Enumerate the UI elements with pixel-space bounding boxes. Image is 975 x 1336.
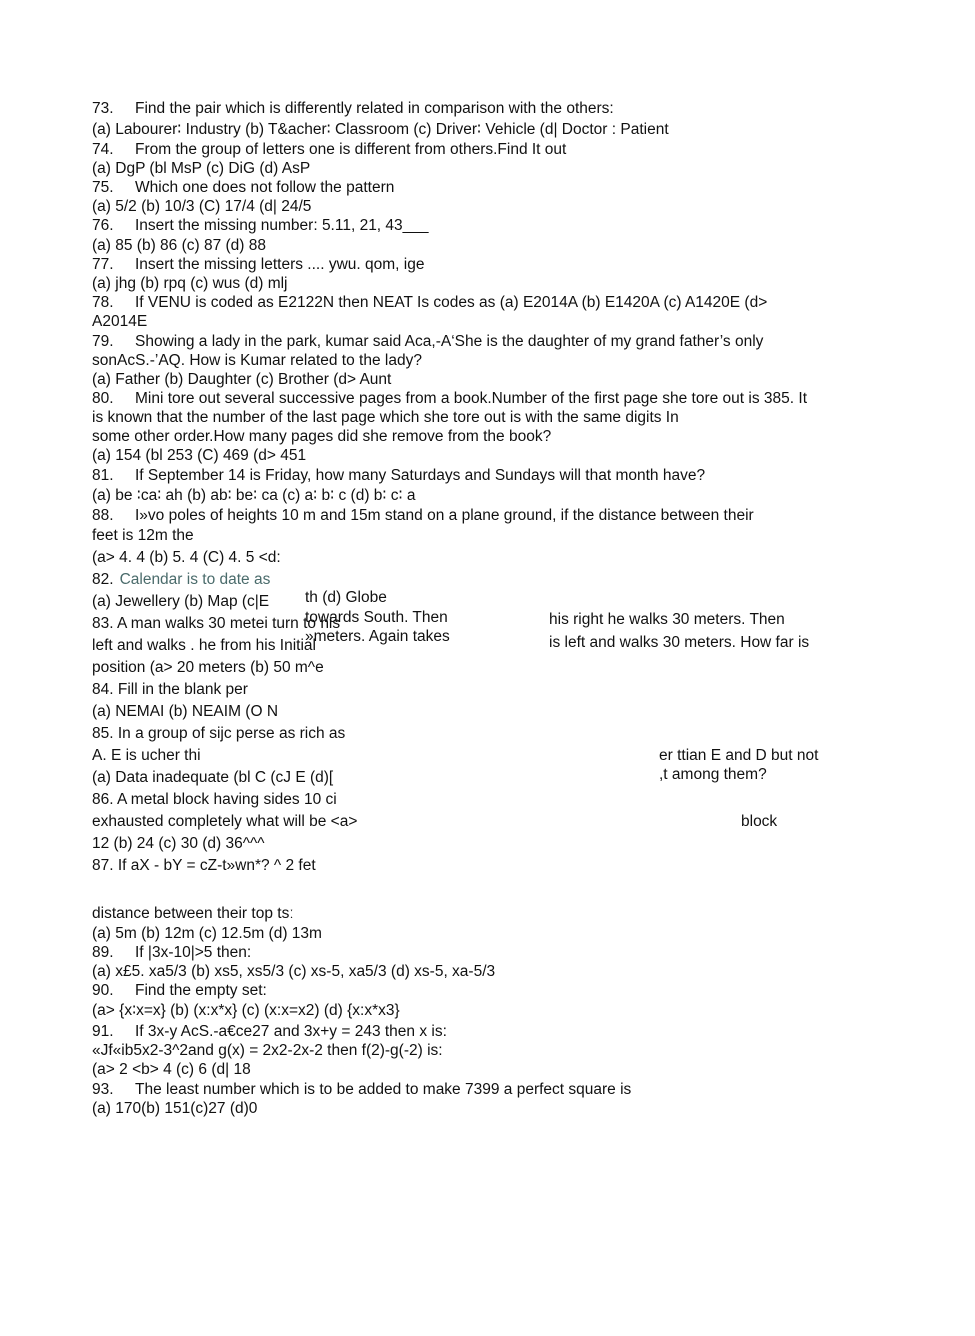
question-text: If September 14 is Friday, how many Saturdays and Sundays will that month have? — [135, 467, 706, 484]
question-text: If |3x-10|>5 then: — [135, 944, 252, 961]
question-number: 78. — [92, 294, 114, 311]
question-83: 83. A man walks 30 metei turn to his — [92, 615, 341, 632]
question-82-options-fragment: th (d) Globe — [305, 589, 387, 606]
question-93-options: (a) 170(b) 151(c)27 (d)0 — [92, 1100, 258, 1117]
question-79-options: (a) Father (b) Daughter (c) Brother (d> Aunt — [92, 371, 392, 388]
question-number: 77. — [92, 256, 114, 273]
question-text: Find the empty set: — [135, 982, 267, 999]
question-text: Insert the missing letters .... ywu. qom, ige — [135, 256, 425, 273]
question-88 — [92, 506, 754, 525]
question-81-options: (a) be ∶ca∶ ah (b) ab∶ be∶ ca (c) a∶ b∶ c (d) b∶ c∶ a — [92, 487, 416, 504]
question-90-options: (a> {x∶x=x} (b) (x:x*x} (c) (x:x=x2) (d) {x:x*x3} — [92, 1002, 400, 1019]
question-82-options: (a) Jewellery (b) Map (c|E — [92, 593, 270, 610]
question-79-continued: sonAcS.-’AQ. How is Kumar related to the lady? — [92, 352, 422, 369]
question-number: 93. — [92, 1081, 114, 1098]
question-83-fragment-right-2: is left and walks 30 meters. How far is — [549, 634, 810, 651]
question-86-options: 12 (b) 24 (c) 30 (d) 36^^^ — [92, 835, 265, 852]
question-73 — [92, 99, 614, 118]
question-number: 79. — [92, 333, 114, 350]
question-85: 85. In a group of sijc perse as rich as — [92, 725, 346, 742]
question-73-options: (a) Labourer∶ Industry (b) T&acher∶ Classroom (c) Driver∶ Vehicle (d| Doctor : Patient — [92, 121, 669, 138]
question-number: 73. — [92, 100, 114, 117]
question-93 — [92, 1080, 631, 1099]
question-84: 84. Fill in the blank per — [92, 681, 248, 698]
question-text: Calendar is to date as — [119, 571, 271, 588]
question-78 — [92, 293, 767, 312]
question-88-tail-options: (a) 5m (b) 12m (c) 12.5m (d) 13m — [92, 925, 322, 942]
question-92: «Jf«ib5x2-3^2and g(x) = 2x2-2x-2 then f(2)-g(-2) is: — [92, 1042, 443, 1059]
question-83-options: position (a> 20 meters (b) 50 m^e — [92, 659, 324, 676]
question-83-fragment-mid-2: »meters. Again takes — [305, 628, 450, 645]
question-83-fragment-mid-1: towards South. Then — [305, 609, 448, 626]
question-84-options: (a) NEMAI (b) NEAIM (O N — [92, 703, 279, 720]
question-82 — [92, 570, 270, 589]
question-87: 87. If aX - bY = cZ-t»wn*? ^ 2 fet — [92, 857, 316, 874]
question-text: Mini tore out several successive pages from a book.Number of the first page she tore out is 385. It — [135, 390, 808, 407]
question-81 — [92, 466, 705, 485]
question-number: 82. — [92, 571, 114, 588]
question-text: From the group of letters one is different from others.Find It out — [135, 141, 567, 158]
question-74 — [92, 140, 566, 159]
question-number: 81. — [92, 467, 114, 484]
question-76 — [92, 216, 429, 235]
question-88-options: (a> 4. 4 (b) 5. 4 (C) 4. 5 <d: — [92, 549, 281, 566]
question-88-tail: distance between their top tsː — [92, 905, 294, 922]
question-text: If 3x-y AcS.-a€ce27 and 3x+y = 243 then x is: — [135, 1023, 447, 1040]
question-number: 91. — [92, 1023, 114, 1040]
question-91 — [92, 1022, 447, 1041]
question-text: If VENU is coded as E2122N then NEAT Is codes as (a) E2014A (b) E1420A (c) A1420E (d> — [135, 294, 768, 311]
question-number: 80. — [92, 390, 114, 407]
question-77-options: (a) jhg (b) rpq (c) wus (d) mlj — [92, 275, 288, 292]
question-78-continued: A2014E — [92, 313, 148, 330]
question-89-options: (a) x£5. xa5/3 (b) xs5, xs5/3 (c) xs-5, xa5/3 (d) xs-5, xa-5/3 — [92, 963, 496, 980]
question-number: 75. — [92, 179, 114, 196]
question-92-options: (a> 2 <b> 4 (c) 6 (d| 18 — [92, 1061, 251, 1078]
question-76-options: (a) 85 (b) 86 (c) 87 (d) 88 — [92, 237, 267, 254]
question-80-continued-2: some other order.How many pages did she remove from the book? — [92, 428, 552, 445]
question-86: 86. A metal block having sides 10 ci — [92, 791, 337, 808]
question-89 — [92, 943, 251, 962]
question-86-fragment-right: block — [741, 813, 778, 830]
question-text: The least number which is to be added to make 7399 a perfect square is — [135, 1081, 632, 1098]
question-number: 90. — [92, 982, 114, 999]
question-86-continued: exhausted completely what will be <a> — [92, 813, 358, 830]
question-80 — [92, 389, 807, 408]
question-85-fragment-right-1: er ttian E and D but not — [659, 747, 819, 764]
question-text: Showing a lady in the park, kumar said Aca,-A‘She is the daughter of my grand father’s only — [135, 333, 764, 350]
question-75 — [92, 178, 394, 197]
question-text: Insert the missing number: 5.11, 21, 43___ — [135, 217, 429, 234]
question-number: 76. — [92, 217, 114, 234]
question-79 — [92, 332, 763, 351]
question-text: Which one does not follow the pattern — [135, 179, 395, 196]
question-90 — [92, 981, 267, 1000]
question-85-options: (a) Data inadequate (bl C (cJ E (d)[ — [92, 769, 334, 786]
question-number: 88. — [92, 507, 114, 524]
question-80-options: (a) 154 (bl 253 (C) 469 (d> 451 — [92, 447, 307, 464]
question-number: 89. — [92, 944, 114, 961]
question-85-fragment-right-2: ,t among them? — [659, 766, 767, 783]
question-text: Find the pair which is differently related in comparison with the others: — [135, 100, 614, 117]
question-75-options: (a) 5/2 (b) 10/3 (C) 17/4 (d| 24/5 — [92, 198, 312, 215]
question-80-continued-1: is known that the number of the last page which she tore out is with the same digits In — [92, 409, 679, 426]
question-77 — [92, 255, 424, 274]
question-88-continued: feet is 12m the — [92, 527, 194, 544]
question-74-options: (a) DgP (bl MsP (c) DiG (d) AsP — [92, 160, 311, 177]
question-83-continued: left and walks . he from his Initial — [92, 637, 316, 654]
question-85-continued: A. E is ucher thi — [92, 747, 201, 764]
question-text: I»vo poles of heights 10 m and 15m stand on a plane ground, if the distance between their — [135, 507, 754, 524]
question-number: 74. — [92, 141, 114, 158]
question-83-fragment-right-1: his right he walks 30 meters. Then — [549, 611, 785, 628]
